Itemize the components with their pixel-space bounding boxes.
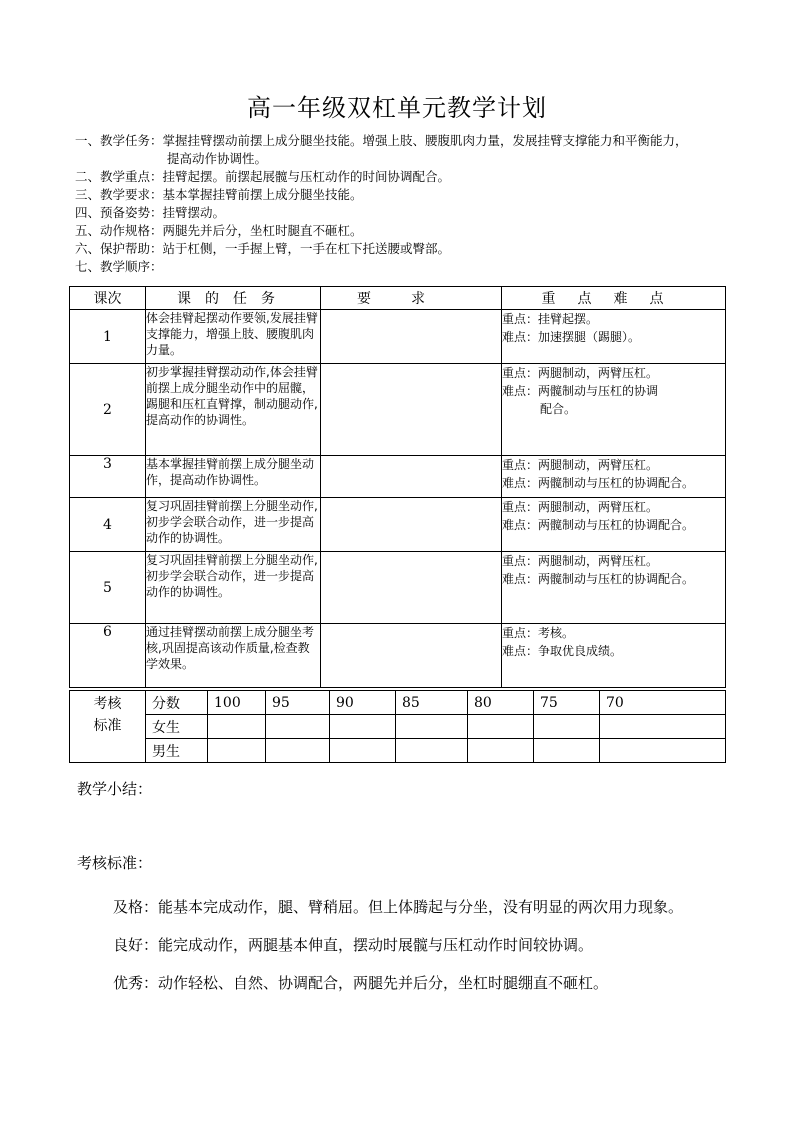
info-row-order (75, 258, 735, 276)
criteria-item-excellent (113, 964, 733, 1002)
score-value: 100 (208, 691, 266, 715)
empty-cell (396, 739, 468, 763)
focus-difficulty: 难点：两髋制动与压杠的协调 (502, 384, 659, 398)
focus-difficulty: 难点：争取优良成绩。 (502, 644, 623, 658)
focus-key: 重点：两腿制动，两臂压杠。 (502, 500, 659, 514)
criteria-label: 良好： (113, 936, 159, 954)
info-label: 七、教学顺序： (75, 259, 163, 274)
session-number: 1 (70, 310, 146, 364)
table-row (70, 364, 726, 456)
header-requirement: 要求 (321, 287, 502, 310)
score-value: 80 (468, 691, 534, 715)
score-value: 95 (266, 691, 330, 715)
task-cell: 基本掌握挂臂前摆上成分腿坐动作，提高动作协调性。 (146, 456, 321, 498)
info-section (75, 132, 735, 276)
score-value: 85 (396, 691, 468, 715)
info-label: 五、动作规格： (75, 223, 163, 238)
empty-cell (468, 715, 534, 739)
focus-cell (502, 552, 726, 624)
focus-cell (502, 624, 726, 688)
empty-cell (396, 715, 468, 739)
requirement-cell (321, 310, 502, 364)
info-value: 掌握挂臂摆动前摆上成分腿坐技能。增强上肢、腰腹肌肉力量，发展挂臂支撑能力和平衡能力， (162, 133, 688, 148)
info-row-task (75, 132, 735, 150)
score-value: 75 (534, 691, 600, 715)
focus-cell (502, 498, 726, 552)
task-cell: 复习巩固挂臂前摆上分腿坐动作,初步学会联合动作，进一步提高动作的协调性。 (146, 552, 321, 624)
teaching-plan-table (69, 286, 726, 688)
session-number: 4 (70, 498, 146, 552)
focus-key: 重点：两腿制动，两臂压杠。 (502, 366, 659, 380)
table-header-row (70, 287, 726, 310)
criteria-item-pass (113, 888, 733, 926)
criteria-label: 优秀： (113, 974, 159, 992)
session-number: 2 (70, 364, 146, 456)
empty-cell (600, 715, 726, 739)
requirement-cell (321, 364, 502, 456)
document-title: 高一年级双杠单元教学计划 (247, 94, 547, 122)
focus-key: 重点：两腿制动，两臂压杠。 (502, 458, 659, 472)
info-label: 二、教学重点： (75, 169, 163, 184)
session-number: 6 (70, 624, 146, 688)
table-row (70, 498, 726, 552)
header-focus: 重点难点 (502, 287, 726, 310)
session-number: 5 (70, 552, 146, 624)
focus-key: 重点：两腿制动，两臂压杠。 (502, 554, 659, 568)
task-cell: 体会挂臂起摆动作要领,发展挂臂支撑能力，增强上肢、腰腹肌肉力量。 (146, 310, 321, 364)
focus-difficulty: 难点：加速摆腿（踢腿）。 (502, 330, 641, 344)
empty-cell (534, 739, 600, 763)
info-value: 两腿先并后分，坐杠时腿直不砸杠。 (162, 223, 363, 238)
male-row (70, 739, 726, 763)
criteria-text: 能完成动作，两腿基本伸直，摆动时展髋与压杠动作时间较协调。 (158, 936, 594, 954)
score-row-label: 分数 (146, 691, 208, 715)
table-row (70, 552, 726, 624)
empty-cell (330, 739, 396, 763)
info-row-requirement (75, 186, 735, 204)
score-value (600, 691, 726, 715)
criteria-text: 动作轻松、自然、协调配合，两腿先并后分，坐杠时腿绷直不砸杠。 (158, 974, 609, 992)
info-value: 挂臂起摆。前摆起展髋与压杠动作的时间协调配合。 (162, 169, 451, 184)
table-row (70, 456, 726, 498)
empty-cell (600, 739, 726, 763)
info-value: 站于杠侧，一手握上臂，一手在杠下托送腰或臀部。 (162, 241, 451, 256)
info-value-continued: 提高动作协调性。 (167, 151, 268, 166)
criteria-text: 能基本完成动作，腿、臂稍屈。但上体腾起与分坐，没有明显的两次用力现象。 (158, 898, 684, 916)
info-label: 四、预备姿势： (75, 205, 163, 220)
info-row-focus (75, 168, 735, 186)
focus-difficulty: 难点：两髋制动与压杠的协调配合。 (502, 572, 695, 586)
info-row-spec (75, 222, 735, 240)
requirement-cell (321, 624, 502, 688)
criteria-label: 及格： (113, 898, 159, 916)
assessment-label (70, 691, 146, 763)
score-row (70, 691, 726, 715)
info-label: 一、教学任务： (75, 133, 163, 148)
empty-cell (208, 739, 266, 763)
criteria-list (113, 888, 733, 1002)
criteria-item-good (113, 926, 733, 964)
empty-cell (266, 739, 330, 763)
header-task: 课的任务 (146, 287, 321, 310)
empty-cell (266, 715, 330, 739)
focus-difficulty: 难点：两髋制动与压杠的协调配合。 (502, 476, 695, 490)
task-cell: 通过挂臂摆动前摆上成分腿坐考核,巩固提高该动作质量,检查教学效果。 (146, 624, 321, 688)
info-row-posture (75, 204, 735, 222)
table-row (70, 624, 726, 688)
criteria-title: 考核标准： (77, 854, 153, 872)
focus-difficulty-continued: 配合。 (540, 402, 577, 416)
empty-cell (468, 739, 534, 763)
focus-difficulty: 难点：两髋制动与压杠的协调配合。 (502, 518, 695, 532)
score-value-70: 70 (606, 694, 624, 711)
focus-key: 重点：考核。 (502, 626, 575, 640)
requirement-cell (321, 552, 502, 624)
task-cell: 初步掌握挂臂摆动动作,体会挂臂前摆上成分腿坐动作中的屈髋，踢腿和压杠直臂撑，制动腿动作,提高动作的协调性。 (146, 364, 321, 456)
focus-cell (502, 310, 726, 364)
info-label: 六、保护帮助： (75, 241, 163, 256)
score-value: 90 (330, 691, 396, 715)
male-label: 男生 (146, 739, 208, 763)
teaching-summary-label: 教学小结： (77, 780, 153, 798)
info-value: 基本掌握挂臂前摆上成分腿坐技能。 (162, 187, 363, 202)
info-row-protection (75, 240, 735, 258)
table-row (70, 310, 726, 364)
empty-cell (330, 715, 396, 739)
focus-key: 重点：挂臂起摆。 (502, 312, 599, 326)
session-number: 3 (70, 456, 146, 498)
female-label: 女生 (146, 715, 208, 739)
empty-cell (208, 715, 266, 739)
header-session: 课次 (70, 287, 146, 310)
requirement-cell (321, 498, 502, 552)
info-value: 挂臂摆动。 (162, 205, 226, 220)
empty-cell (534, 715, 600, 739)
task-cell: 复习巩固挂臂前摆上分腿坐动作,初步学会联合动作，进一步提高动作的协调性。 (146, 498, 321, 552)
requirement-cell (321, 456, 502, 498)
assessment-score-table (69, 690, 726, 763)
female-row (70, 715, 726, 739)
assessment-label-text: 考核标准 (93, 696, 122, 734)
focus-cell (502, 456, 726, 498)
info-label: 三、教学要求： (75, 187, 163, 202)
focus-cell (502, 364, 726, 456)
